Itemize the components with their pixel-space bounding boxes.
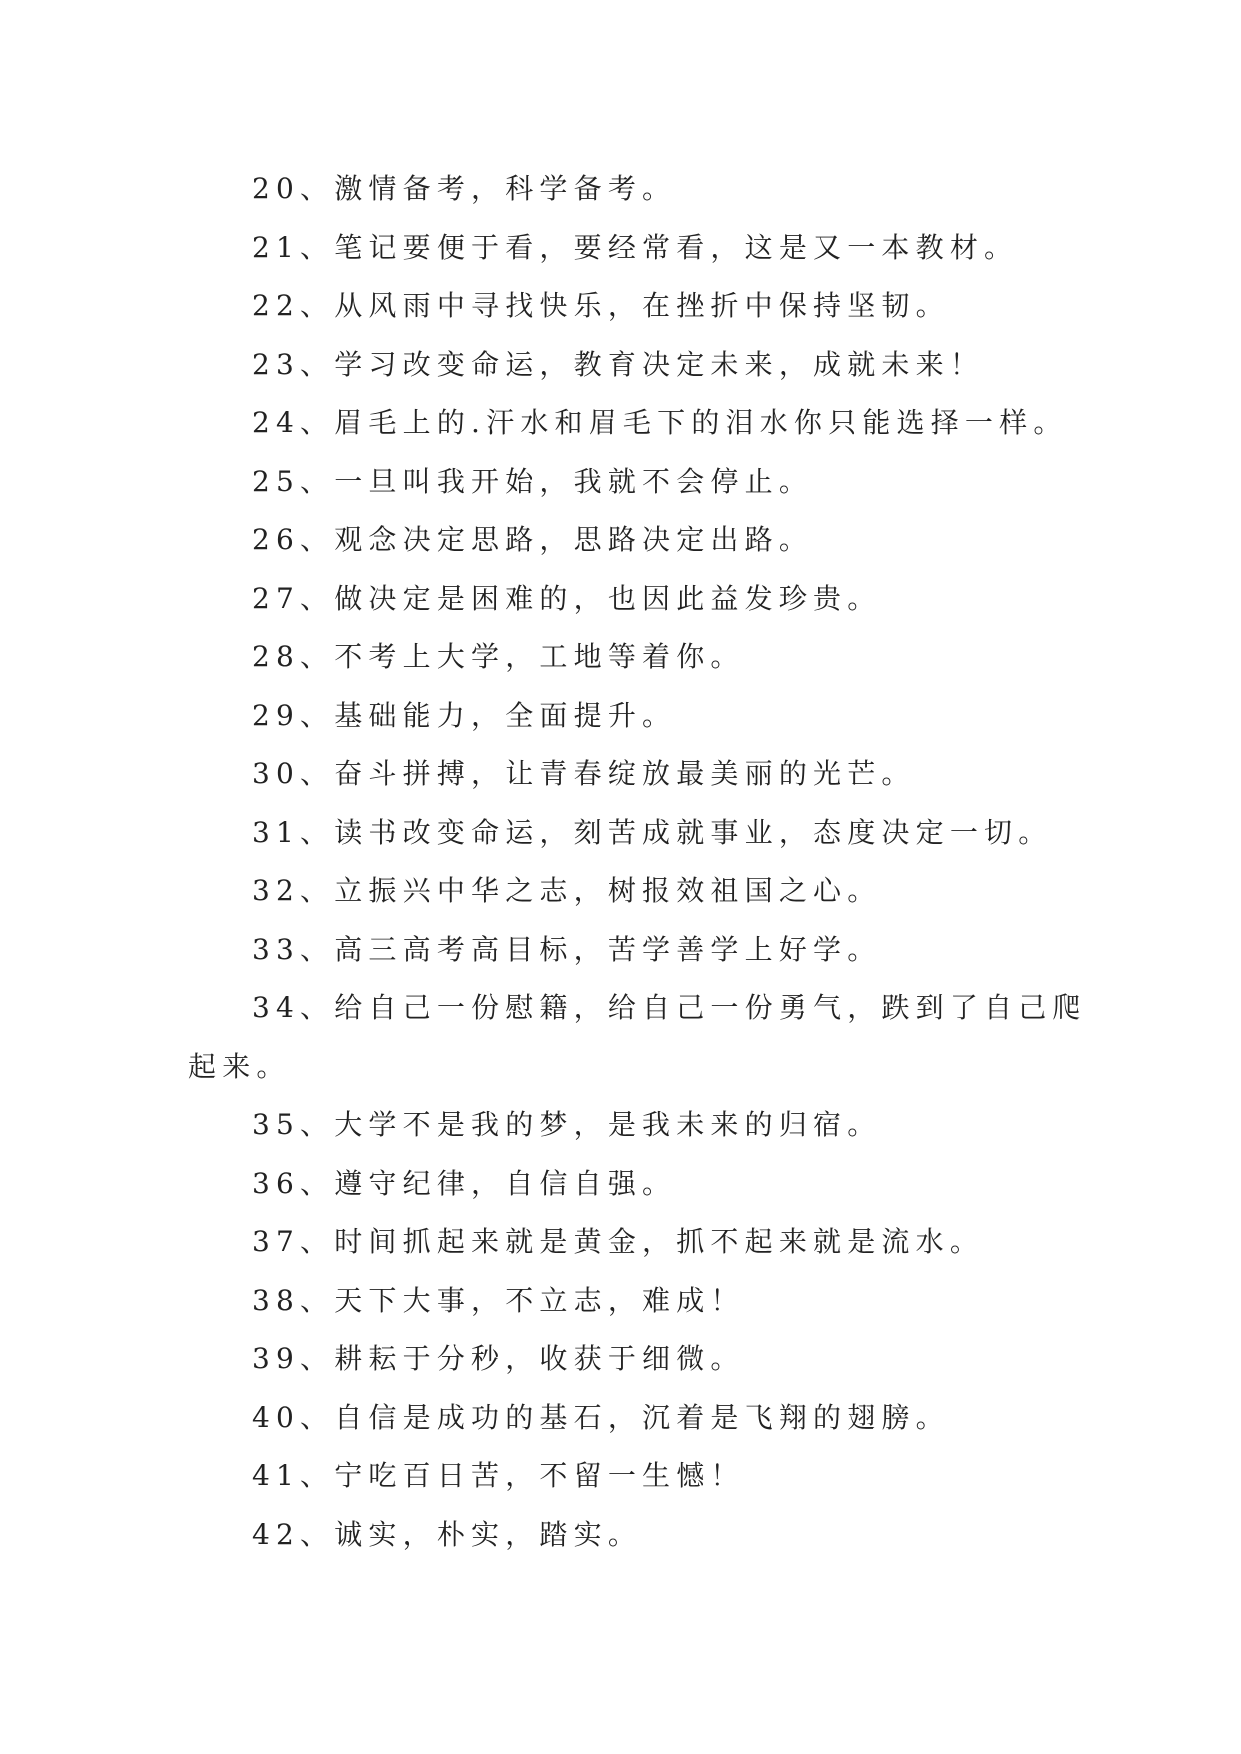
text-line: 35、大学不是我的梦，是我未来的归宿。 <box>252 1108 882 1141</box>
text-line: 33、高三高考高目标，苦学善学上好学。 <box>252 932 882 966</box>
text-line: 28、不考上大学，工地等着你。 <box>252 640 745 673</box>
text-line: 32、立振兴中华之志，树报效祖国之心。 <box>252 874 882 907</box>
text-line: 27、做决定是困难的，也因此益发珍贵。 <box>252 581 882 615</box>
text-line: 41、宁吃百日苦，不留一生憾！ <box>252 1459 745 1492</box>
text-line-continuation: 起来。 <box>188 1049 291 1083</box>
text-line: 25、一旦叫我开始，我就不会停止。 <box>252 464 814 498</box>
text-line: 23、学习改变命运，教育决定未来，成就未来！ <box>252 347 985 381</box>
text-line: 38、天下大事，不立志，难成！ <box>252 1283 745 1317</box>
text-line: 40、自信是成功的基石，沉着是飞翔的翅膀。 <box>252 1400 950 1434</box>
text-line: 37、时间抓起来就是黄金，抓不起来就是流水。 <box>252 1225 985 1258</box>
text-line: 22、从风雨中寻找快乐，在挫折中保持坚韧。 <box>252 289 950 322</box>
text-line: 42、诚实，朴实，踏实。 <box>252 1517 643 1551</box>
text-line: 24、眉毛上的.汗水和眉毛下的泪水你只能选择一样。 <box>252 406 1068 439</box>
text-line: 30、奋斗拼搏，让青春绽放最美丽的光芒。 <box>252 757 916 790</box>
text-line: 34、给自己一份慰籍，给自己一份勇气，跌到了自己爬 <box>252 991 1087 1024</box>
text-line: 29、基础能力，全面提升。 <box>252 698 677 732</box>
text-line: 31、读书改变命运，刻苦成就事业，态度决定一切。 <box>252 815 1053 849</box>
text-line: 21、笔记要便于看，要经常看，这是又一本教材。 <box>252 230 1019 264</box>
body-text <box>188 160 1087 1564</box>
text-line: 26、观念决定思路，思路决定出路。 <box>252 523 814 556</box>
text-line: 36、遵守纪律，自信自强。 <box>252 1166 677 1200</box>
text-line: 39、耕耘于分秒，收获于细微。 <box>252 1342 745 1375</box>
text-line: 20、激情备考，科学备考。 <box>252 172 677 205</box>
